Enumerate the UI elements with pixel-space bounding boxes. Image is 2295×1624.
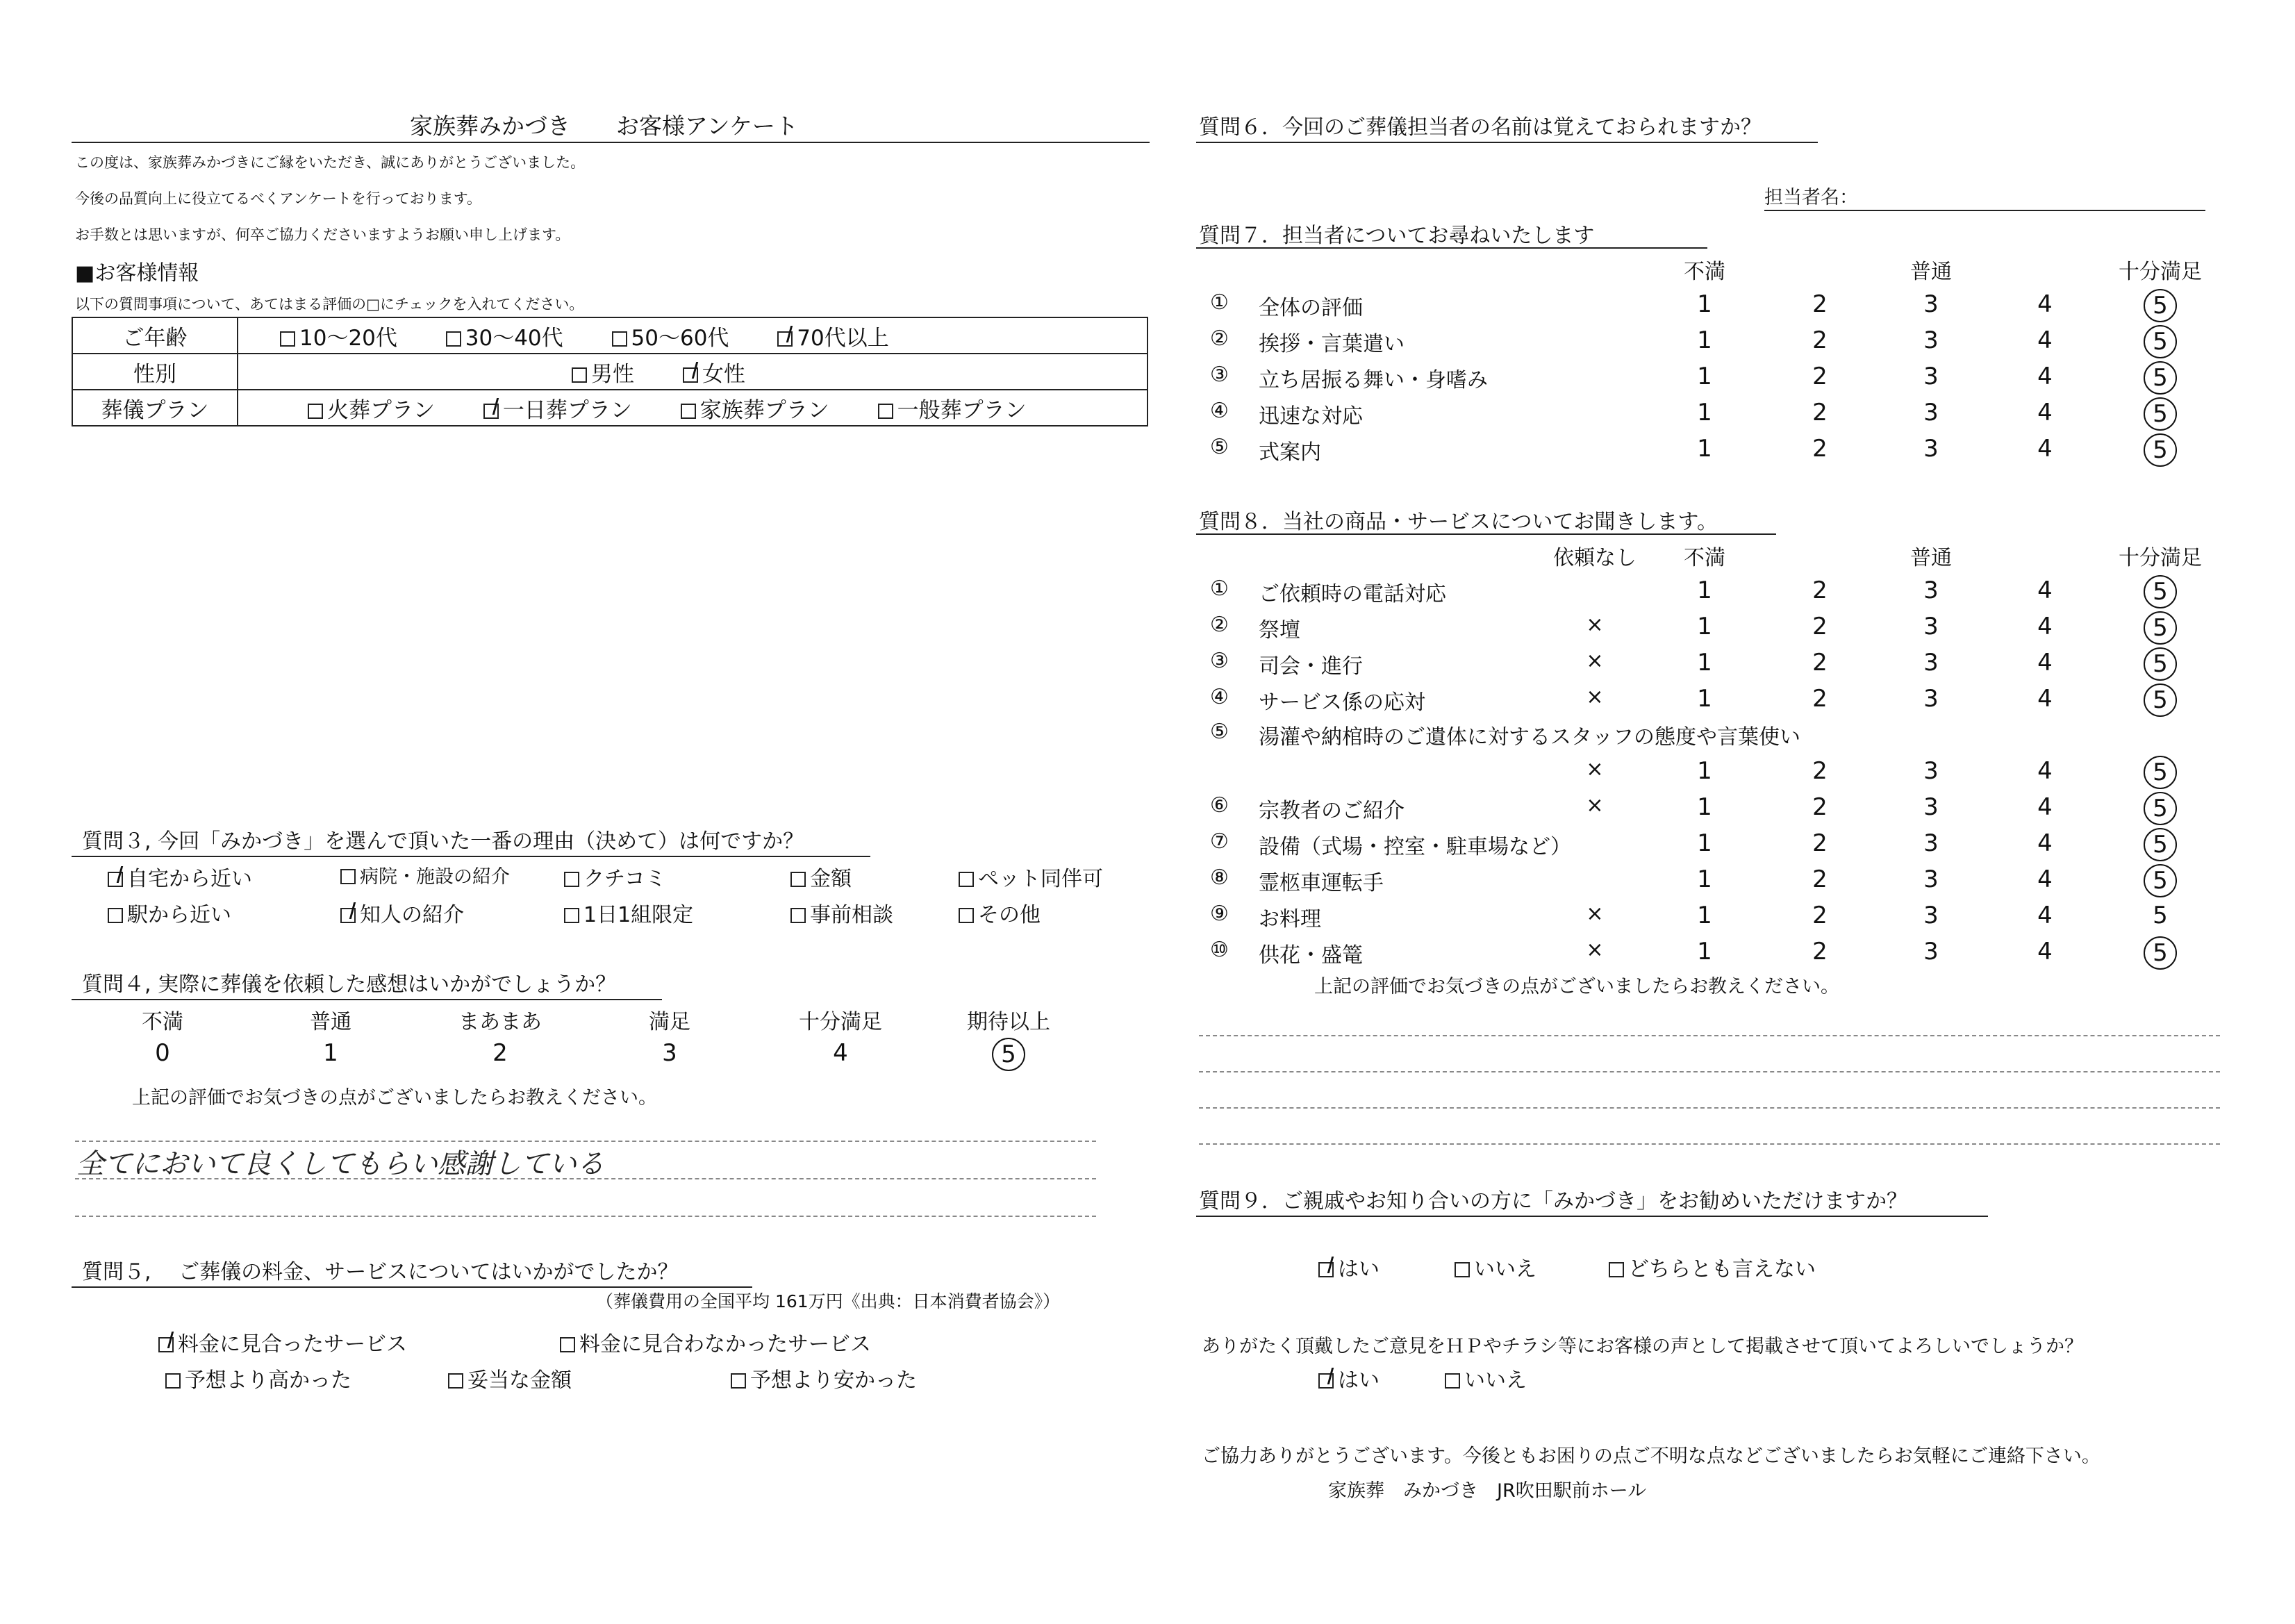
- checkbox-icon: [1445, 1373, 1460, 1389]
- q4-scale-label: 期待以上: [967, 1010, 1050, 1034]
- q9-rule: [1196, 1216, 1988, 1217]
- plan-label: 葬儀プラン: [72, 390, 238, 426]
- q8-selected-circle[interactable]: 5: [2139, 864, 2181, 897]
- checkbox-icon: [959, 872, 974, 887]
- q6-rule: [1196, 142, 1818, 143]
- q3-option[interactable]: 1日1組限定: [564, 897, 693, 928]
- age-option[interactable]: 50～60代: [612, 320, 729, 351]
- q5-option[interactable]: 予想より高かった: [165, 1363, 351, 1393]
- q8-scale-value[interactable]: 4: [2037, 649, 2053, 677]
- q4-handwritten-comment: 全てにおいて良くしてもらい感謝している: [76, 1148, 604, 1180]
- q4-comment-line: [75, 1216, 1096, 1217]
- footer-signature: 家族葬 みかづき JR吹田駅前ホール: [1328, 1480, 1647, 1502]
- q7-scale-value[interactable]: 4: [2037, 435, 2053, 463]
- q8-comment-line: [1199, 1035, 2220, 1036]
- q8-item-label: 湯灌や納棺時のご遺体に対するスタッフの態度や言葉使い: [1259, 725, 1800, 749]
- plan-option[interactable]: 家族葬プラン: [681, 392, 829, 424]
- q8-scale-value[interactable]: 1: [1697, 793, 1712, 821]
- q3-option[interactable]: 自宅から近い: [108, 861, 252, 892]
- gender-row: [72, 354, 1148, 390]
- q8-scale-value[interactable]: 4: [2037, 829, 2053, 857]
- q8-col-high: 十分満足: [2119, 546, 2202, 570]
- q7-selected-circle[interactable]: 5: [2139, 325, 2181, 358]
- q3-rule: [72, 856, 870, 857]
- q5-option[interactable]: 予想より安かった: [731, 1363, 917, 1393]
- q8-scale-value[interactable]: 2: [1812, 902, 1828, 929]
- q8-scale-value[interactable]: 2: [1812, 577, 1828, 604]
- q4-scale-value[interactable]: 1: [323, 1039, 338, 1067]
- q4-scale-value[interactable]: 2: [492, 1039, 508, 1067]
- q6-name-label: 担当者名：: [1764, 187, 1858, 208]
- q8-scale-value[interactable]: 1: [1697, 577, 1712, 604]
- q3-option[interactable]: ペット同伴可: [959, 861, 1103, 892]
- q8-scale-value[interactable]: 4: [2037, 757, 2053, 785]
- q7-selected-circle[interactable]: 5: [2139, 433, 2181, 467]
- q4-scale-value[interactable]: 4: [833, 1039, 848, 1067]
- q8-comment-line: [1199, 1071, 2220, 1072]
- checkbox-icon: [731, 1373, 746, 1389]
- q7-scale-value[interactable]: 3: [1923, 363, 1939, 390]
- q8-item-number: ③: [1210, 649, 1229, 673]
- checkbox-icon: [790, 872, 806, 887]
- q8-scale-value[interactable]: 4: [2037, 902, 2053, 929]
- q8-scale-value[interactable]: 4: [2037, 865, 2053, 893]
- checkbox-icon: [878, 404, 893, 419]
- q8-scale-value[interactable]: 3: [1923, 685, 1939, 713]
- checkbox-icon: [340, 869, 356, 884]
- checkbox-icon: [612, 331, 627, 347]
- q4-scale-label: 普通: [310, 1010, 351, 1034]
- q4-selected-circle[interactable]: 5: [988, 1038, 1029, 1071]
- q3-option[interactable]: 病院・施設の紹介: [340, 861, 510, 888]
- q7-col-high: 十分満足: [2119, 260, 2202, 284]
- q7-scale-value[interactable]: 4: [2037, 399, 2053, 426]
- q8-selected-circle[interactable]: 5: [2139, 936, 2181, 970]
- age-row: [72, 317, 1148, 354]
- q8-scale-value[interactable]: 3: [1923, 938, 1939, 966]
- age-option[interactable]: 10～20代: [280, 320, 397, 351]
- checkbox-icon: [448, 1373, 463, 1389]
- q3-option[interactable]: 駅から近い: [108, 897, 231, 928]
- q7-scale-value[interactable]: 4: [2037, 363, 2053, 390]
- q7-scale-value[interactable]: 2: [1812, 363, 1828, 390]
- checked-checkbox-icon: [683, 367, 698, 383]
- footer-thanks: ご協力ありがとうございます。今後ともお困りの点ご不明な点などございましたらお気軽にご連絡下さい。: [1202, 1445, 2101, 1467]
- q8-item-number: ⑧: [1210, 865, 1229, 890]
- q7-selected-circle[interactable]: 5: [2139, 361, 2181, 395]
- q8-scale-value[interactable]: 1: [1697, 865, 1712, 893]
- q8-scale-value[interactable]: 3: [1923, 902, 1939, 929]
- q7-scale-value[interactable]: 3: [1923, 326, 1939, 354]
- q8-col-none: 依頼なし: [1553, 546, 1637, 570]
- checkbox-icon: [572, 367, 587, 383]
- q7-item-label: 立ち居振る舞い・身嗜み: [1259, 368, 1488, 392]
- checked-checkbox-icon: [483, 404, 499, 419]
- q9-option[interactable]: いいえ: [1455, 1252, 1536, 1282]
- q7-item-label: 式案内: [1259, 440, 1321, 465]
- q7-scale-value[interactable]: 1: [1697, 326, 1712, 354]
- q8-selected-circle[interactable]: 5: [2139, 647, 2181, 681]
- q7-scale-value[interactable]: 3: [1923, 399, 1939, 426]
- q8-scale-value[interactable]: 3: [1923, 757, 1939, 785]
- checkbox-icon: [280, 331, 295, 347]
- q7-item-label: 挨拶・言葉遣い: [1259, 332, 1405, 356]
- checked-checkbox-icon: [158, 1337, 174, 1352]
- q3-title: 質問３, 今回「みかづき」を選んで頂いた一番の理由（決めて）は何ですか？: [82, 829, 804, 854]
- q8-item-label: サービス係の応対: [1259, 690, 1425, 715]
- q8-scale-value[interactable]: 3: [1923, 865, 1939, 893]
- q8-scale-value[interactable]: 1: [1697, 685, 1712, 713]
- checked-checkbox-icon: [1318, 1262, 1334, 1277]
- q8-item-label: ご依頼時の電話対応: [1259, 582, 1446, 606]
- q7-scale-value[interactable]: 2: [1812, 290, 1828, 318]
- q6-title: 質問６．今回のご葬儀担当者の名前は覚えておられますか？: [1199, 115, 1762, 140]
- q7-scale-value[interactable]: 1: [1697, 399, 1712, 426]
- checked-checkbox-icon: [1318, 1373, 1334, 1389]
- q4-rule: [72, 999, 662, 1000]
- q5-option[interactable]: 料金に見合わなかったサービス: [560, 1327, 871, 1357]
- checkbox-icon: [564, 872, 579, 887]
- q8-selected-circle[interactable]: 5: [2139, 792, 2181, 825]
- q4-scale-label: 満足: [649, 1010, 690, 1034]
- plan-row: [72, 390, 1148, 426]
- q5-note: （葬儀費用の全国平均 161万円《出典：日本消費者協会》）: [596, 1291, 1061, 1311]
- q7-item-number: ②: [1210, 326, 1229, 351]
- age-options: [238, 317, 1148, 354]
- q6-name-field[interactable]: [1764, 210, 2205, 211]
- checkbox-icon: [1455, 1262, 1470, 1277]
- q8-item-label: 宗教者のご紹介: [1259, 799, 1405, 823]
- q7-scale-value[interactable]: 3: [1923, 290, 1939, 318]
- q7-scale-value[interactable]: 4: [2037, 326, 2053, 354]
- q8-item-number: ⑨: [1210, 902, 1229, 926]
- age-label: ご年齢: [72, 317, 238, 354]
- checkbox-icon: [681, 404, 696, 419]
- q8-title: 質問８．当社の商品・サービスについてお聞きします。: [1199, 510, 1718, 534]
- q8-item-number: ①: [1210, 577, 1229, 601]
- q8-item-number: ⑦: [1210, 829, 1229, 854]
- q8-scale-value[interactable]: 1: [1697, 829, 1712, 857]
- age-option[interactable]: 30～40代: [446, 320, 563, 351]
- q7-scale-value[interactable]: 1: [1697, 363, 1712, 390]
- q5-title: 質問５, ご葬儀の料金、サービスについてはいかがでしたか？: [82, 1260, 679, 1284]
- q8-scale-value[interactable]: 3: [1923, 577, 1939, 604]
- gender-option[interactable]: 女性: [683, 356, 745, 388]
- q7-scale-value[interactable]: 2: [1812, 435, 1828, 463]
- publish-option[interactable]: いいえ: [1445, 1363, 1527, 1393]
- q8-scale-value[interactable]: 1: [1697, 757, 1712, 785]
- q7-scale-value[interactable]: 1: [1697, 290, 1712, 318]
- q4-comment-line: [75, 1178, 1096, 1179]
- q8-no-request-mark[interactable]: ×: [1586, 613, 1604, 637]
- q7-scale-value[interactable]: 2: [1812, 399, 1828, 426]
- q8-scale-value[interactable]: 2: [1812, 793, 1828, 821]
- plan-option[interactable]: 一日葬プラン: [483, 392, 632, 424]
- q7-item-number: ①: [1210, 290, 1229, 315]
- q8-item-label: お料理: [1259, 907, 1321, 931]
- q7-rule: [1196, 247, 1707, 249]
- q8-scale-value[interactable]: 1: [1697, 649, 1712, 677]
- q8-scale-value[interactable]: 2: [1812, 613, 1828, 640]
- q8-item-label: 供花・盛篭: [1259, 943, 1363, 968]
- q8-scale-value[interactable]: 3: [1923, 649, 1939, 677]
- q8-scale-value[interactable]: 2: [1812, 829, 1828, 857]
- q7-col-low: 不満: [1684, 260, 1725, 284]
- q7-scale-value[interactable]: 4: [2037, 290, 2053, 318]
- q7-item-number: ⑤: [1210, 435, 1229, 459]
- q8-col-low: 不満: [1684, 546, 1725, 570]
- checkbox-icon: [959, 908, 974, 923]
- q8-no-request-mark[interactable]: ×: [1586, 793, 1604, 818]
- q4-comment-prompt: 上記の評価でお気づきの点がございましたらお教えください。: [132, 1087, 657, 1109]
- q3-option[interactable]: 事前相談: [790, 897, 893, 928]
- q8-scale-value[interactable]: 2: [1812, 649, 1828, 677]
- checkbox-icon: [790, 908, 806, 923]
- plan-options: [238, 390, 1148, 426]
- q3-option[interactable]: 金額: [790, 861, 852, 892]
- intro-line-3: お手数とは思いますが、何卒ご協力くださいますようお願い申し上げます。: [75, 226, 570, 243]
- publish-option[interactable]: はい: [1318, 1363, 1380, 1393]
- q8-scale-value[interactable]: 2: [1812, 685, 1828, 713]
- q8-no-request-mark[interactable]: ×: [1586, 757, 1604, 781]
- q7-item-number: ③: [1210, 363, 1229, 387]
- checked-checkbox-icon: [340, 908, 356, 923]
- customer-info-heading: ■お客様情報: [75, 261, 199, 285]
- q8-selected-circle[interactable]: 5: [2139, 756, 2181, 789]
- checkbox-icon: [308, 404, 323, 419]
- q7-scale-value[interactable]: 3: [1923, 435, 1939, 463]
- q4-title: 質問４, 実際に葬儀を依頼した感想はいかがでしょうか？: [82, 972, 617, 997]
- q7-scale-value[interactable]: 2: [1812, 326, 1828, 354]
- q8-scale-value[interactable]: 1: [1697, 902, 1712, 929]
- q7-item-label: 全体の評価: [1259, 296, 1363, 320]
- q8-scale-value[interactable]: 2: [1812, 865, 1828, 893]
- gender-label: 性別: [72, 354, 238, 390]
- q8-scale-value[interactable]: 3: [1923, 613, 1939, 640]
- q4-scale-value[interactable]: 3: [662, 1039, 677, 1067]
- q4-scale-value[interactable]: 0: [155, 1039, 170, 1067]
- q3-option[interactable]: クチコミ: [564, 861, 666, 892]
- q7-item-label: 迅速な対応: [1259, 404, 1363, 429]
- q8-item-number: ⑤: [1210, 720, 1229, 744]
- q7-scale-value[interactable]: 1: [1697, 435, 1712, 463]
- gender-option[interactable]: 男性: [572, 356, 634, 388]
- q8-scale-value[interactable]: 4: [2037, 577, 2053, 604]
- q8-item-number: ④: [1210, 685, 1229, 709]
- q9-title: 質問９．ご親戚やお知り合いの方に「みかづき」をお勧めいただけますか？: [1199, 1189, 1907, 1213]
- checked-checkbox-icon: [108, 872, 123, 887]
- customer-info-instruction: 以下の質問事項について、あてはまる評価の□にチェックを入れてください。: [75, 296, 584, 313]
- q8-comment-prompt: 上記の評価でお気づきの点がございましたらお教えください。: [1314, 976, 1839, 997]
- q8-scale-value[interactable]: 4: [2037, 613, 2053, 640]
- q8-comment-line: [1199, 1107, 2220, 1109]
- q8-scale-value[interactable]: 5: [2153, 902, 2168, 929]
- q8-item-number: ⑥: [1210, 793, 1229, 818]
- q8-selected-circle[interactable]: 5: [2139, 575, 2181, 608]
- q8-rule: [1196, 533, 1776, 535]
- q8-item-label: 祭壇: [1259, 618, 1300, 643]
- checkbox-icon: [446, 331, 461, 347]
- q8-no-request-mark[interactable]: ×: [1586, 649, 1604, 673]
- q9-option[interactable]: どちらとも言えない: [1609, 1252, 1816, 1282]
- q4-scale-label: まあまあ: [458, 1010, 542, 1034]
- q8-item-number: ②: [1210, 613, 1229, 637]
- q5-option[interactable]: 妥当な金額: [448, 1363, 572, 1393]
- q8-scale-value[interactable]: 2: [1812, 757, 1828, 785]
- publish-question: ありがたく頂戴したご意見をＨＰやチラシ等にお客様の声として掲載させて頂いてよろしいでしょうか？: [1202, 1336, 2083, 1357]
- plan-option[interactable]: 火葬プラン: [308, 392, 435, 424]
- checkbox-icon: [165, 1373, 181, 1389]
- age-option[interactable]: 70代以上: [777, 320, 888, 351]
- q8-item-label: 司会・進行: [1259, 654, 1363, 679]
- q7-col-mid: 普通: [1910, 260, 1952, 284]
- checked-checkbox-icon: [777, 331, 793, 347]
- q8-scale-value[interactable]: 4: [2037, 685, 2053, 713]
- q8-comment-line: [1199, 1143, 2220, 1145]
- q3-option[interactable]: 知人の紹介: [340, 897, 464, 928]
- q8-scale-value[interactable]: 1: [1697, 938, 1712, 966]
- q7-title: 質問７．担当者についてお尋ねいたします: [1199, 224, 1595, 248]
- q8-col-mid: 普通: [1910, 546, 1952, 570]
- gender-options: [238, 354, 1148, 390]
- q8-scale-value[interactable]: 4: [2037, 938, 2053, 966]
- plan-option[interactable]: 一般葬プラン: [878, 392, 1027, 424]
- q8-item-label: 霊柩車運転手: [1259, 871, 1384, 895]
- q8-selected-circle[interactable]: 5: [2139, 611, 2181, 645]
- q8-item-number: ⑩: [1210, 938, 1229, 962]
- q8-no-request-mark[interactable]: ×: [1586, 902, 1604, 926]
- q8-no-request-mark[interactable]: ×: [1586, 938, 1604, 962]
- q8-scale-value[interactable]: 4: [2037, 793, 2053, 821]
- survey-title: 家族葬みかづき お客様アンケート: [410, 113, 799, 140]
- q4-scale-label: 十分満足: [799, 1010, 882, 1034]
- q8-selected-circle[interactable]: 5: [2139, 683, 2181, 717]
- q8-scale-value[interactable]: 3: [1923, 793, 1939, 821]
- q9-option[interactable]: はい: [1318, 1252, 1380, 1282]
- checkbox-icon: [1609, 1262, 1624, 1277]
- q4-scale-label: 不満: [142, 1010, 183, 1034]
- customer-info-table: [72, 317, 1148, 426]
- title-rule: [72, 142, 1150, 143]
- q7-item-number: ④: [1210, 399, 1229, 423]
- checkbox-icon: [560, 1337, 575, 1352]
- checkbox-icon: [564, 908, 579, 923]
- intro-line-2: 今後の品質向上に役立てるべくアンケートを行っております。: [75, 190, 482, 207]
- q7-selected-circle[interactable]: 5: [2139, 397, 2181, 431]
- intro-line-1: この度は、家族葬みかづきにご縁をいただき、誠にありがとうございました。: [75, 154, 586, 171]
- q8-scale-value[interactable]: 1: [1697, 613, 1712, 640]
- q8-item-label: 設備（式場・控室・駐車場など）: [1259, 835, 1571, 859]
- q8-scale-value[interactable]: 3: [1923, 829, 1939, 857]
- q3-option[interactable]: その他: [959, 897, 1041, 928]
- q8-selected-circle[interactable]: 5: [2139, 828, 2181, 861]
- q7-selected-circle[interactable]: 5: [2139, 289, 2181, 322]
- q8-scale-value[interactable]: 2: [1812, 938, 1828, 966]
- q8-no-request-mark[interactable]: ×: [1586, 685, 1604, 709]
- q5-option[interactable]: 料金に見合ったサービス: [158, 1327, 407, 1357]
- checkbox-icon: [108, 908, 123, 923]
